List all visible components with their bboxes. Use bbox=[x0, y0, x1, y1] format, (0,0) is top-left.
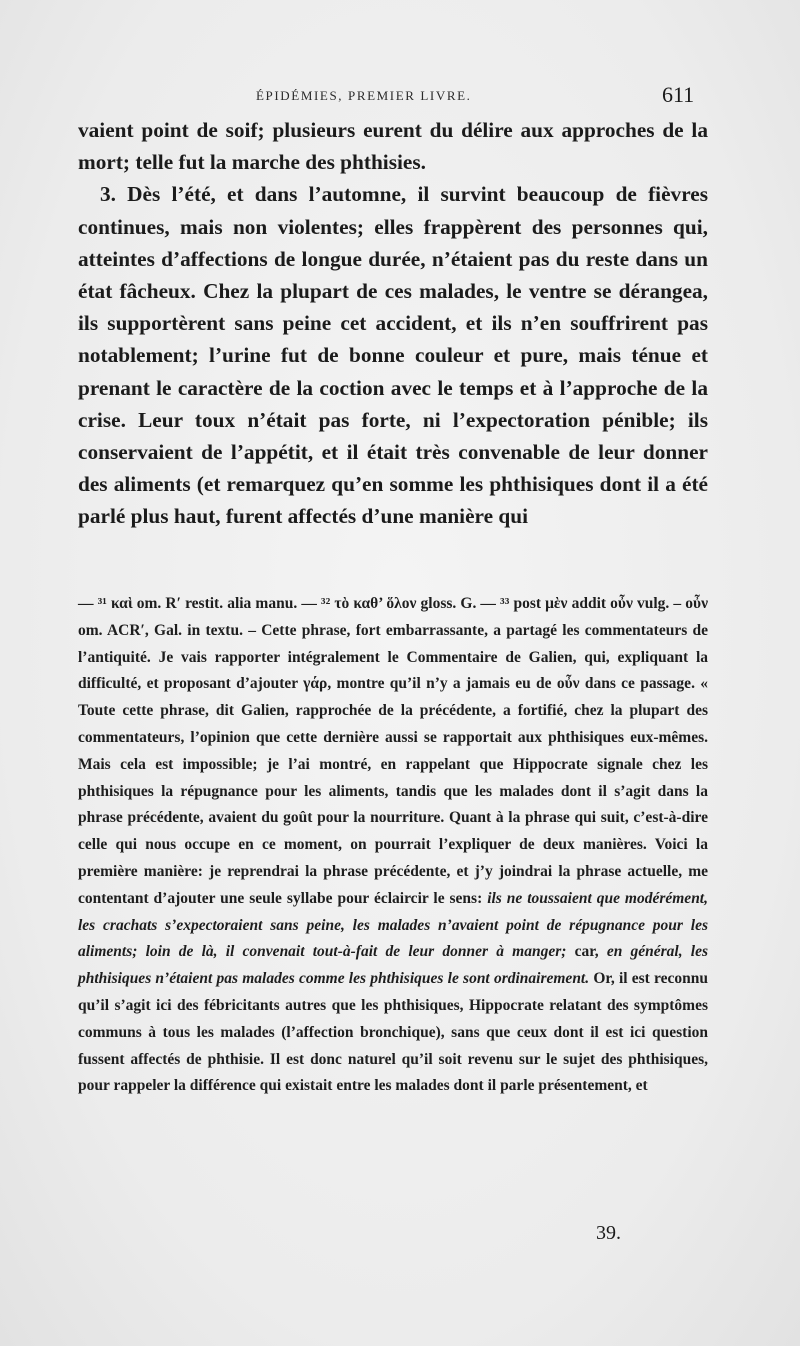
footnote-italic-segment: en général, les phthisiques n’étaient pas malades comme les phthisiques le sont ordinairement. bbox=[78, 943, 709, 988]
main-paragraph: vaient point de soif; plusieurs eurent du délire aux approches de la mort; telle fut la marche des phthisies. bbox=[78, 118, 708, 175]
running-head-title: ÉPIDÉMIES, PREMIER LIVRE. bbox=[256, 88, 472, 103]
main-text bbox=[78, 114, 708, 533]
running-head bbox=[0, 82, 800, 110]
footnote-text bbox=[78, 591, 708, 1100]
page-number: 611 bbox=[662, 82, 695, 107]
footnotes bbox=[78, 591, 708, 1100]
footnote-segment: — ³¹ καὶ om. R′ restit. alia manu. — ³² τὸ καθ’ ὅλον gloss. G. — ³³ post μὲν addit οὖν vulg. – οὖν om. ACR′, Gal. in textu. – Cette phrase, fort embarrassante, a partagé les commentateurs de l’antiquité. Je vais rapporter intégralement le Commentaire de Galien, qui, expliquant la difficulté, et proposant d’ajouter γάρ, montre qu’il n’y a jamais eu de οὖν dans ce passage. « Toute cette phrase, dit Galien, rapprochée de la précédente, a fortifié, chez la plupart des commentateurs, l’opinion que cette dernière aussi se rapportait aux phthisiques eux-mêmes. Mais cela est impossible; je l’ai montré, en rappelant que Hippocrate signale chez les phthisiques la répugnance pour les aliments, tandis que les malades dont il s’agit dans la phrase précédente, avaient du goût pour la nourriture. Quant à la phrase qui suit, c’est-à-dire celle qui nous occupe en ce moment, on pourrait l’expliquer de deux manières. Voici la première manière: je reprendrai la phrase précédente, et j’y joindrai la phrase actuelle, me contentant d’ajouter une seule syllabe pour éclaircir le sens: bbox=[78, 595, 708, 907]
footnote-segment: car, bbox=[574, 943, 599, 961]
footnote-italic-segment: ils ne toussaient que modérément, les crachats s’expectoraient sans peine, les malades n’avaient point de répugnance pour les aliments; loin de là, il convenait tout-à-fait de leur donner à manger; bbox=[78, 889, 708, 961]
signature-mark: 39. bbox=[596, 1222, 621, 1244]
main-paragraph: 3. Dès l’été, et dans l’automne, il survint beaucoup de fièvres continues, mais non violentes; elles frappèrent des personnes qui, atteintes d’affections de longue durée, n’étaient pas du reste dans un état fâcheux. Chez la plupart de ces malades, le ventre se dérangea, ils supportèrent sans peine cet accident, et ils n’en souffrirent pas notablement; l’urine fut de bonne couleur et pure, mais ténue et prenant le caractère de la coction avec le temps et à l’approche de la crise. Leur toux n’était pas forte, ni l’expectoration pénible; ils conservaient de l’appétit, et il était très convenable de leur donner des aliments (et remarquez qu’en somme les phthisiques dont il a été parlé plus haut, furent affectés d’une manière qui bbox=[78, 182, 708, 529]
footnote-segment: Or, il est reconnu qu’il s’agit ici des fébricitants autres que les phthisiques, Hippocrate relatant des symptômes communs à tous les malades (l’affection bronchique), sans que ceux dont il est ici question fussent affectés de phthisie. Il est donc naturel qu’il soit revenu sur le sujet des phthisiques, pour rappeler la différence qui existait entre les malades dont il parle présentement, et bbox=[78, 970, 709, 1095]
